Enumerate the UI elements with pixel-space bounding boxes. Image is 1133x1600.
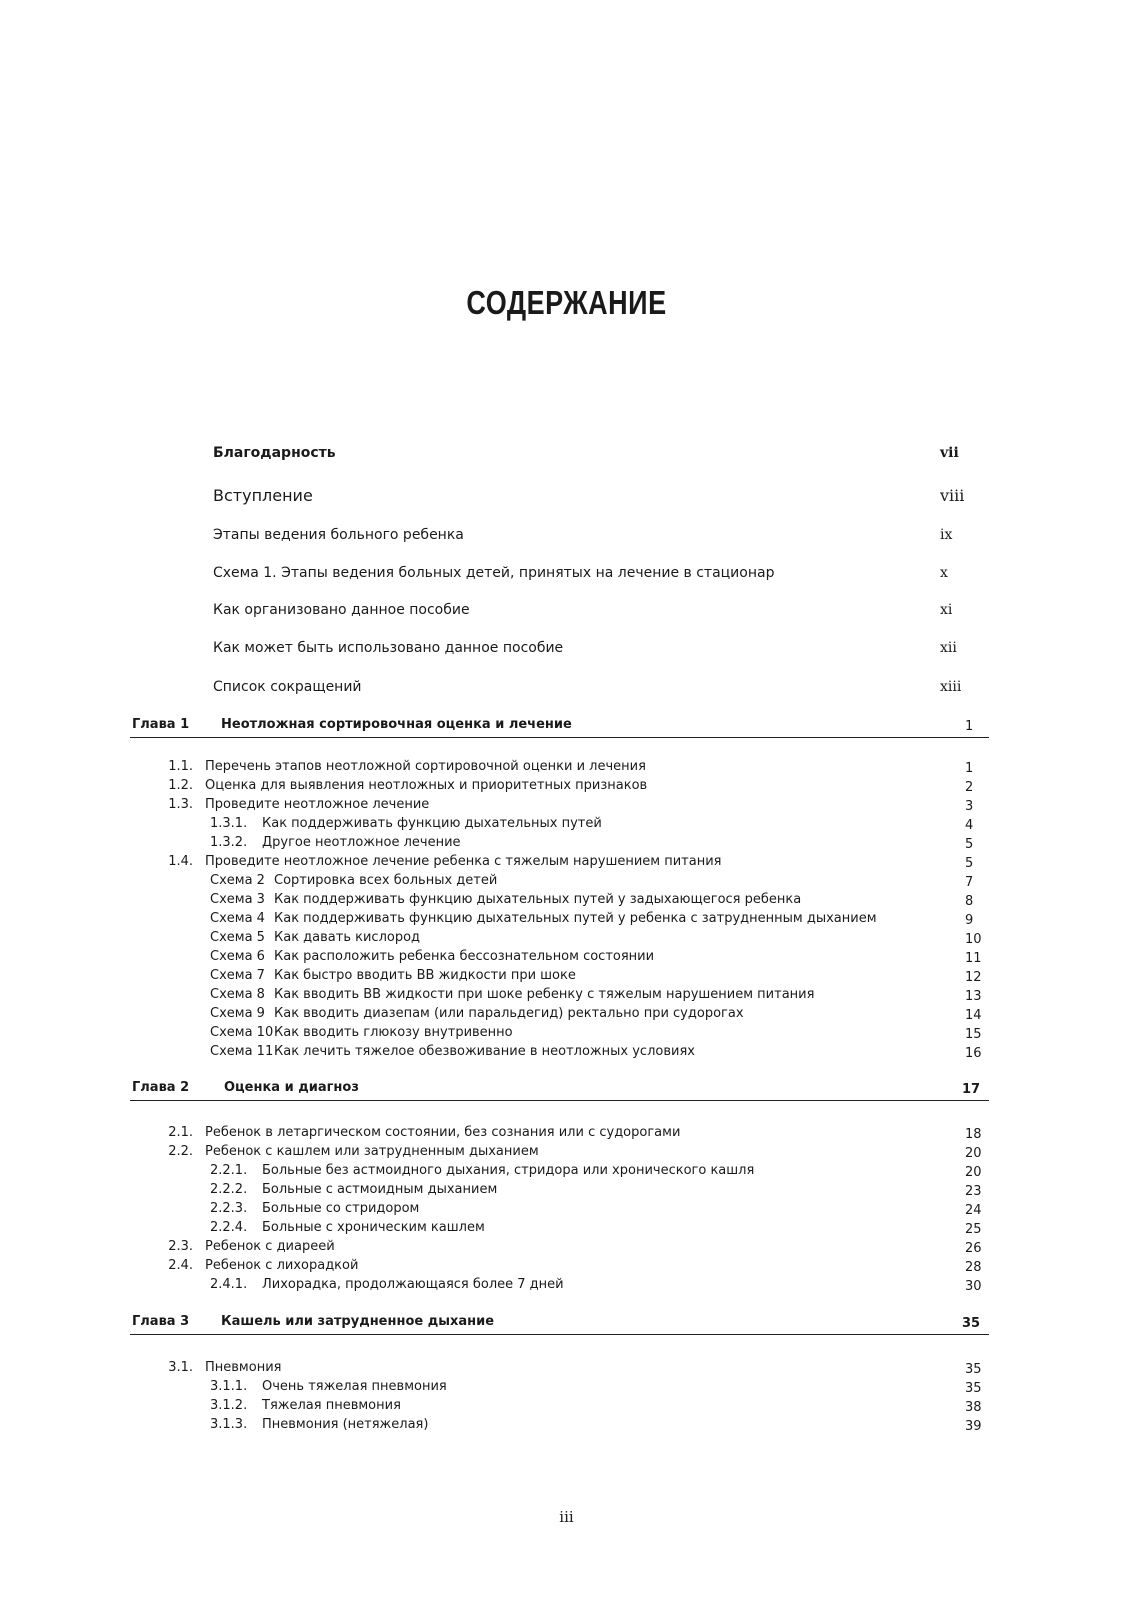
entry-page: 18: [965, 1127, 982, 1142]
toc-entry-label: Как может быть использовано данное пособие: [213, 640, 564, 656]
toc-entry-label: Этапы ведения больного ребенка: [213, 527, 464, 543]
entry-number: 1.3.2.: [210, 835, 248, 850]
entry-number: 1.1.: [168, 759, 193, 774]
entry-page: 28: [965, 1260, 982, 1275]
entry-number: 3.1.2.: [210, 1398, 248, 1413]
entry-number: Схема 11: [210, 1044, 274, 1059]
entry-page: 30: [965, 1279, 982, 1294]
entry-page: 20: [965, 1146, 982, 1161]
entry-number: 2.4.1.: [210, 1277, 248, 1292]
entry-text: Другое неотложное лечение: [262, 835, 461, 850]
chapter-page: 1: [965, 719, 974, 734]
chapter-page: 17: [962, 1082, 981, 1097]
toc-entry-label: Схема 1. Этапы ведения больных детей, принятых на лечение в стационар: [213, 565, 775, 581]
entry-text: Как поддерживать функцию дыхательных путей у ребенка с затрудненным дыханием: [274, 911, 877, 926]
entry-text: Как давать кислород: [274, 930, 421, 945]
entry-text: Сортировка всех больных детей: [274, 873, 498, 888]
entry-page: 7: [965, 875, 974, 890]
chapter-rule: [130, 1334, 989, 1335]
entry-text: Проведите неотложное лечение ребенка с тяжелым нарушением питания: [205, 854, 722, 869]
entry-text: Как быстро вводить ВВ жидкости при шоке: [274, 968, 576, 983]
entry-page: 4: [965, 818, 974, 833]
entry-text: Пневмония: [205, 1360, 282, 1375]
entry-page: 39: [965, 1419, 982, 1434]
entry-text: Оценка для выявления неотложных и приоритетных признаков: [205, 778, 648, 793]
entry-text: Больные с астмоидным дыханием: [262, 1182, 498, 1197]
entry-number: Схема 6: [210, 949, 265, 964]
entry-text: Как вводить диазепам (или паральдегид) ректально при судорогах: [274, 1006, 744, 1021]
entry-text: Перечень этапов неотложной сортировочной оценки и лечения: [205, 759, 646, 774]
entry-number: 2.3.: [168, 1239, 193, 1254]
chapter-label: Глава 1: [132, 717, 190, 732]
entry-text: Как поддерживать функцию дыхательных путей: [262, 816, 602, 831]
entry-page: 35: [965, 1362, 982, 1377]
entry-number: 2.2.2.: [210, 1182, 248, 1197]
page-number: iii: [559, 1508, 574, 1526]
entry-page: 5: [965, 856, 974, 871]
entry-number: Схема 5: [210, 930, 265, 945]
entry-text: Больные без астмоидного дыхания, стридора или хронического кашля: [262, 1163, 755, 1178]
entry-text: Как лечить тяжелое обезвоживание в неотложных условиях: [274, 1044, 695, 1059]
entry-page: 8: [965, 894, 974, 909]
entry-page: 24: [965, 1203, 982, 1218]
toc-entry-page: xiii: [940, 679, 962, 695]
entry-text: Очень тяжелая пневмония: [262, 1379, 447, 1394]
entry-text: Больные с хроническим кашлем: [262, 1220, 485, 1235]
chapter-title: Оценка и диагноз: [224, 1080, 359, 1095]
entry-number: Схема 2: [210, 873, 265, 888]
entry-number: 2.1.: [168, 1125, 193, 1140]
chapter-title: Кашель или затрудненное дыхание: [221, 1314, 495, 1329]
entry-text: Ребенок с кашлем или затрудненным дыханием: [205, 1144, 539, 1159]
entry-text: Проведите неотложное лечение: [205, 797, 430, 812]
entry-page: 5: [965, 837, 974, 852]
entry-number: 2.2.3.: [210, 1201, 248, 1216]
entry-text: Как поддерживать функцию дыхательных путей у задыхающегося ребенка: [274, 892, 802, 907]
entry-number: 2.4.: [168, 1258, 193, 1273]
toc-entry-page: xi: [940, 602, 953, 618]
entry-number: Схема 8: [210, 987, 265, 1002]
entry-number: Схема 7: [210, 968, 265, 983]
entry-page: 9: [965, 913, 974, 928]
entry-number: 1.2.: [168, 778, 193, 793]
entry-text: Как вводить ВВ жидкости при шоке ребенку с тяжелым нарушением питания: [274, 987, 815, 1002]
toc-entry-label: Список сокращений: [213, 679, 362, 695]
entry-number: Схема 10: [210, 1025, 274, 1040]
entry-number: 2.2.: [168, 1144, 193, 1159]
toc-entry-label: Как организовано данное пособие: [213, 602, 470, 618]
chapter-page: 35: [962, 1316, 981, 1331]
entry-number: 3.1.1.: [210, 1379, 248, 1394]
toc-entry-page: xii: [940, 640, 957, 656]
entry-number: 3.1.3.: [210, 1417, 248, 1432]
chapter-rule: [130, 737, 989, 738]
entry-number: 3.1.: [168, 1360, 193, 1375]
entry-number: Схема 9: [210, 1006, 265, 1021]
chapter-label: Глава 3: [132, 1314, 190, 1329]
entry-number: 1.3.1.: [210, 816, 248, 831]
entry-number: 1.4.: [168, 854, 193, 869]
chapter-label: Глава 2: [132, 1080, 190, 1095]
entry-page: 25: [965, 1222, 982, 1237]
entry-number: 1.3.: [168, 797, 193, 812]
entry-number: 2.2.1.: [210, 1163, 248, 1178]
chapter-title: Неотложная сортировочная оценка и лечение: [221, 717, 572, 732]
entry-page: 23: [965, 1184, 982, 1199]
entry-page: 11: [965, 951, 982, 966]
entry-page: 26: [965, 1241, 982, 1256]
entry-page: 14: [965, 1008, 982, 1023]
toc-entry-page: viii: [940, 486, 965, 505]
toc-entry-page: x: [940, 565, 948, 581]
toc-entry-page: ix: [940, 527, 953, 543]
entry-text: Ребенок в летаргическом состоянии, без сознания или с судорогами: [205, 1125, 681, 1140]
entry-page: 13: [965, 989, 982, 1004]
entry-text: Ребенок с диареей: [205, 1239, 335, 1254]
toc-entry-label: Вступление: [213, 486, 313, 505]
entry-page: 1: [965, 761, 974, 776]
entry-number: 2.2.4.: [210, 1220, 248, 1235]
entry-page: 20: [965, 1165, 982, 1180]
entry-page: 12: [965, 970, 982, 985]
entry-page: 2: [965, 780, 974, 795]
entry-page: 38: [965, 1400, 982, 1415]
entry-text: Ребенок с лихорадкой: [205, 1258, 359, 1273]
entry-text: Как вводить глюкозу внутривенно: [274, 1025, 513, 1040]
toc-entry-label: Благодарность: [213, 445, 336, 461]
entry-text: Больные со стридором: [262, 1201, 420, 1216]
entry-page: 15: [965, 1027, 982, 1042]
entry-page: 16: [965, 1046, 982, 1061]
chapter-rule: [130, 1100, 989, 1101]
page-title: СОДЕРЖАНИЕ: [466, 284, 667, 322]
entry-page: 35: [965, 1381, 982, 1396]
entry-page: 10: [965, 932, 982, 947]
entry-number: Схема 4: [210, 911, 265, 926]
toc-entry-page: vii: [940, 445, 959, 461]
entry-text: Тяжелая пневмония: [262, 1398, 401, 1413]
entry-number: Схема 3: [210, 892, 265, 907]
entry-text: Пневмония (нетяжелая): [262, 1417, 429, 1432]
entry-text: Лихорадка, продолжающаяся более 7 дней: [262, 1277, 564, 1292]
entry-page: 3: [965, 799, 974, 814]
entry-text: Как расположить ребенка бессознательном состоянии: [274, 949, 655, 964]
